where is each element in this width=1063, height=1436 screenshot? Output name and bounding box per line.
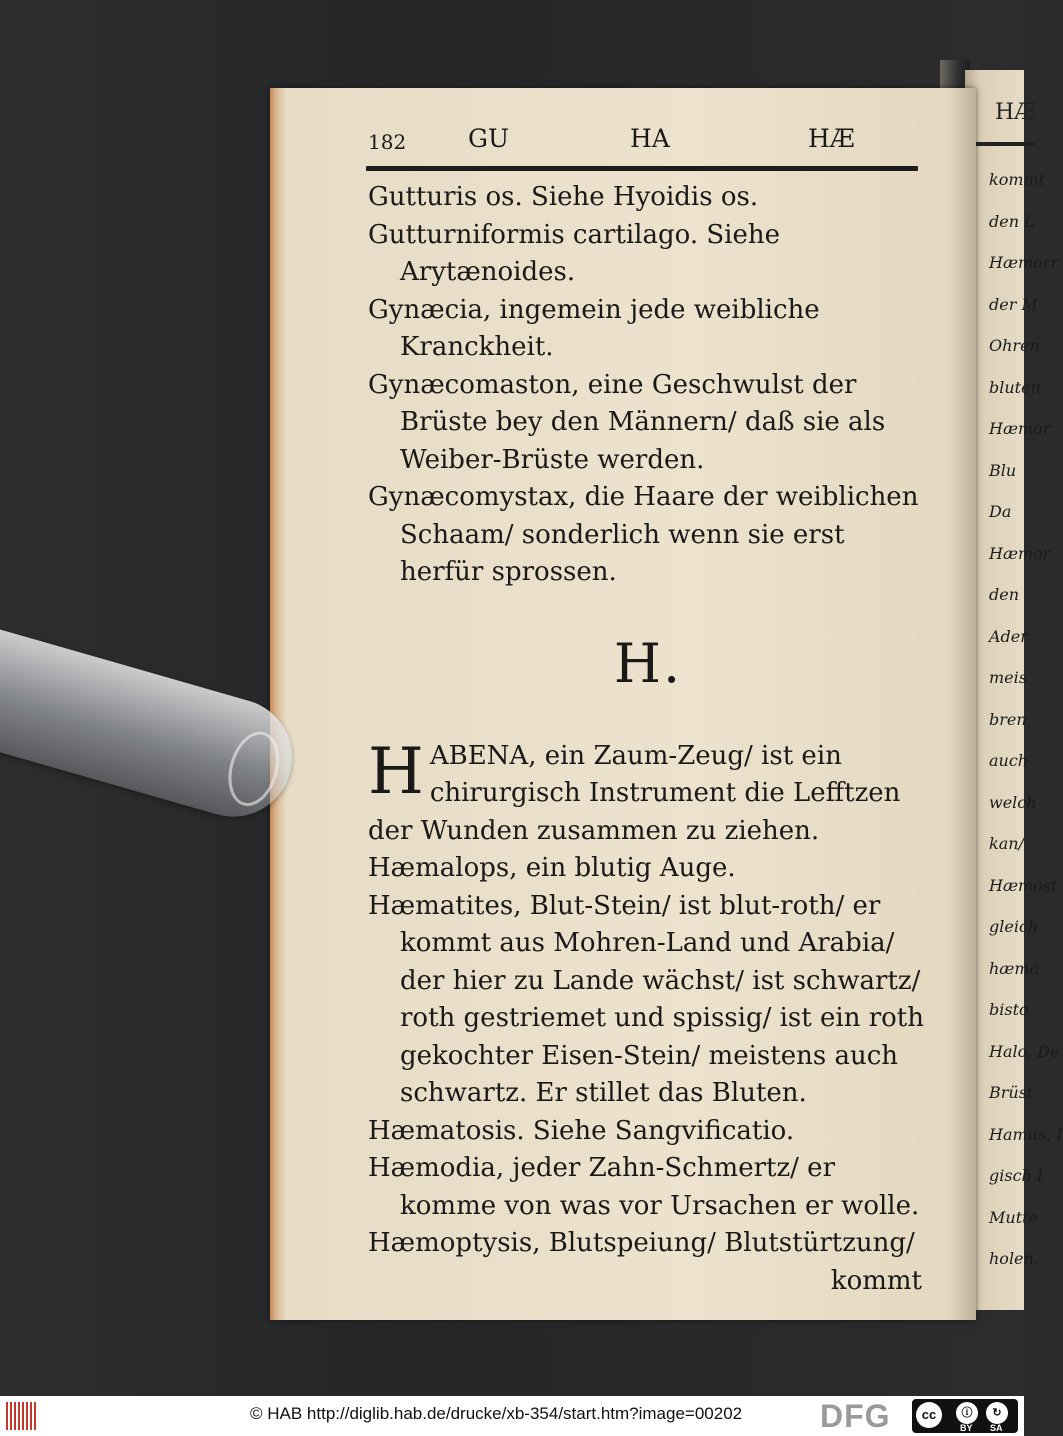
header-left-keyword: GU — [468, 124, 510, 153]
adjacent-page-fragment: Ader — [989, 626, 1028, 646]
adjacent-page-fragment: Hæmor — [989, 543, 1051, 563]
cc-license-badge[interactable] — [912, 1399, 1018, 1433]
dictionary-entry: Gutturis os. Siehe Hyoidis os. — [368, 182, 759, 212]
book-page — [270, 88, 976, 1320]
sa-label: SA — [990, 1423, 1003, 1433]
barcode-icon — [6, 1402, 38, 1430]
header-rule — [366, 166, 918, 171]
adjacent-page-fragment: Halo, De — [989, 1041, 1060, 1061]
adjacent-page-fragment: kan/ — [989, 834, 1024, 853]
adjacent-page-fragment: bren — [989, 709, 1027, 729]
adjacent-page-fragment: Blu — [989, 460, 1017, 480]
adjacent-page-fragment: Hæmorr — [989, 253, 1059, 272]
adjacent-page-fragment: auch — [989, 751, 1029, 770]
adjacent-page-fragment: den L — [989, 211, 1035, 231]
adjacent-page-fragment: hæma — [989, 958, 1040, 978]
adjacent-page-fragment: gisch I — [989, 1166, 1044, 1185]
drop-capital: H — [368, 734, 424, 809]
page-content — [368, 116, 928, 1300]
adjacent-page-fragment: holen. — [989, 1249, 1039, 1268]
dictionary-entry: Gynæcomaston, eine Geschwulst der Brüste bey den Männern/ daß sie als Weiber-Brüste werden. — [368, 369, 886, 475]
adjacent-page-fragment: kommt — [989, 170, 1046, 189]
adjacent-page-fragment: gleich — [989, 917, 1039, 936]
by-icon: ⓘ — [956, 1402, 978, 1424]
running-header — [368, 116, 928, 162]
dictionary-entry: Hæmatosis. Siehe Sangvificatio. — [368, 1115, 795, 1146]
adjacent-page-fragment: den — [989, 585, 1020, 604]
dictionary-entry: Hæmoptysis, Blutspeiung/ Blutstürtzung/ — [368, 1228, 915, 1258]
adjacent-page-fragment: bisto — [989, 1000, 1029, 1019]
section-letter: H. — [613, 631, 683, 695]
dictionary-entry: Hæmodia, jeder Zahn-Schmertz/ er komme von was vor Ursachen er wolle. — [368, 1153, 920, 1221]
adjacent-page-fragment: Brüst — [989, 1083, 1034, 1102]
adjacent-page-fragment: der M — [989, 294, 1038, 314]
header-right-keyword: HÆ — [808, 124, 855, 153]
header-middle-keyword: HA — [630, 124, 670, 153]
dictionary-entry: Hæmatites, Blut-Stein/ ist blut-roth/ er kommt aus Mohren-Land und Arabia/ der hier zu Lande wächst/ ist schwartz/ roth gestriemet und spissig/ ist ein roth gekochter Eisen-Stein/ meistens auch schwartz. Er stillet das Bluten. — [368, 890, 924, 1108]
adjacent-page-rule — [975, 142, 1035, 146]
dropcap-entry-text: ABENA, ein Zaum-Zeug/ ist ein chirurgisch Instrument die Lefftzen der Wunden zusammen zu ziehen. — [368, 740, 901, 846]
dictionary-entry: Gynæcia, ingemein jede weibliche Kranckheit. — [368, 294, 820, 362]
footer-bar — [0, 1396, 1024, 1436]
adjacent-page-fragment: Ohren — [989, 336, 1040, 355]
adjacent-page-fragment: bluten — [989, 377, 1041, 397]
dictionary-entry: Hæmalops, ein blutig Auge. — [368, 853, 736, 883]
adjacent-page-fragment: Hæmor — [989, 419, 1051, 438]
adjacent-page-header: HÆ — [995, 100, 1037, 125]
adjacent-page-fragment: meis — [989, 668, 1027, 687]
footer-credit-link[interactable]: © HAB http://diglib.hab.de/drucke/xb-354/start.htm?image=00202 — [250, 1404, 743, 1423]
by-label: BY — [960, 1423, 973, 1433]
adjacent-page-fragment: Hæmost — [989, 875, 1058, 895]
dfg-logo: DFG — [820, 1398, 891, 1434]
catchword: kommt — [830, 1265, 922, 1296]
dictionary-entry: Gutturniformis cartilago. Siehe Arytænoides. — [368, 219, 781, 287]
adjacent-page-fragment: Da — [989, 502, 1012, 521]
dictionary-entry: Gynæcomystax, die Haare der weiblichen Schaam/ sonderlich wenn sie erst herfür sprossen. — [368, 482, 919, 587]
adjacent-page-fragment: welch — [989, 792, 1037, 812]
cc-icon: cc — [916, 1402, 942, 1428]
adjacent-page-fragment: Mutte — [989, 1207, 1039, 1227]
sa-icon: ↻ — [986, 1402, 1008, 1424]
dropcap-entry — [368, 734, 928, 851]
adjacent-page-fragment: Hamus, I — [989, 1124, 1063, 1144]
page-number: 182 — [368, 130, 407, 154]
